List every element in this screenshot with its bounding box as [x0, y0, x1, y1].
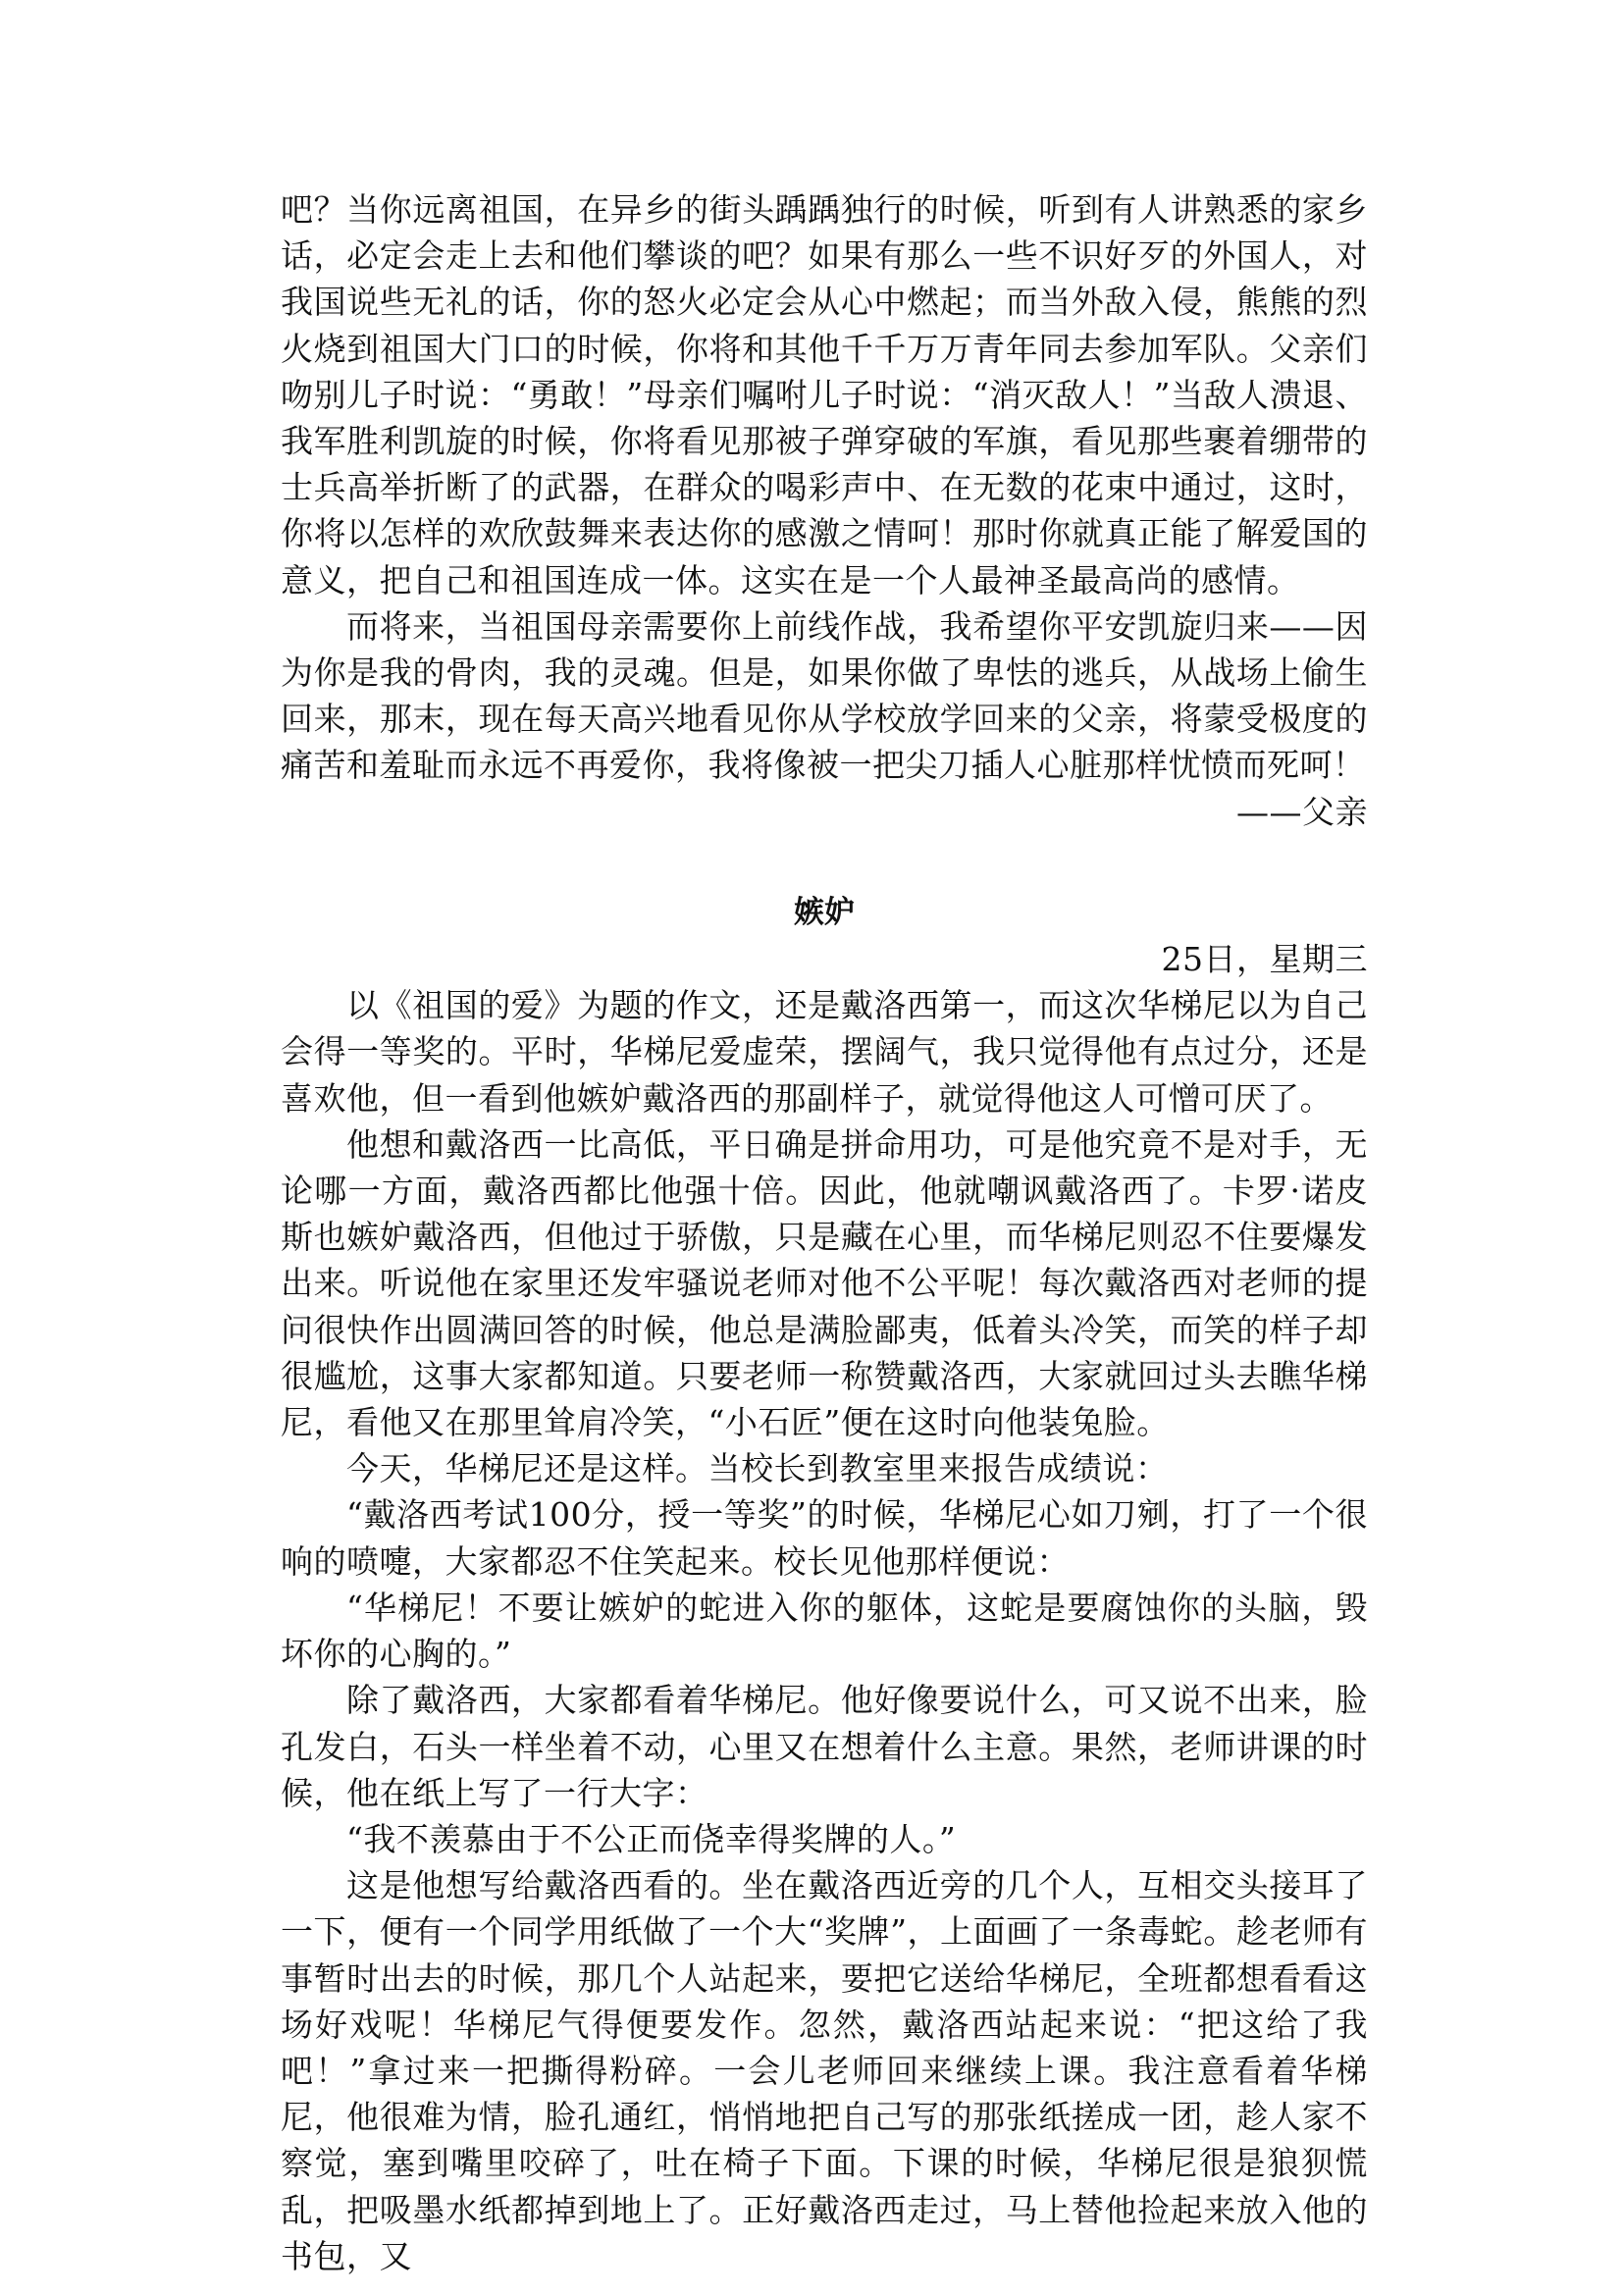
- text-column: [281, 186, 1368, 2279]
- chapter-paragraph: “我不羡慕由于不公正而侥幸得奖牌的人。”: [346, 1819, 957, 1858]
- chapter-paragraph: “华梯尼！不要让嫉妒的蛇进入你的躯体，这蛇是要腐蚀你的头脑，毁坏你的心胸的。”: [281, 1588, 1368, 1674]
- chapter-paragraph: 除了戴洛西，大家都看着华梯尼。他好像要说什么，可又说不出来，脸孔发白，石头一样坐着不动，心里又在想着什么主意。果然，老师讲课的时候，他在纸上写了一行大字：: [281, 1681, 1368, 1812]
- chapter-paragraph: 今天，华梯尼还是这样。当校长到教室里来报告成绩说：: [346, 1449, 1169, 1488]
- letter-signature: ——父亲: [1236, 792, 1368, 831]
- chapter-title: 嫉妒: [794, 894, 855, 930]
- chapter-paragraph: 以《祖国的爱》为题的作文，还是戴洛西第一，而这次华梯尼以为自己会得一等奖的。平时，华梯尼爱虚荣，摆阔气，我只觉得他有点过分，还是喜欢他，但一看到他嫉妒戴洛西的那副样子，就觉得他这人可憎可厌了。: [281, 986, 1368, 1118]
- chapter-paragraph: 这是他想写给戴洛西看的。坐在戴洛西近旁的几个人，互相交头接耳了一下，便有一个同学用纸做了一个大“奖牌”，上面画了一条毒蛇。趁老师有事暂时出去的时候，那几个人站起来，要把它送给华梯尼，全班都想看看这场好戏呢！华梯尼气得便要发作。忽然，戴洛西站起来说：“把这给了我吧！”拿过来一把撕得粉碎。一会儿老师回来继续上课。我注意看着华梯尼，他很难为情，脸孔通红，悄悄地把自己写的那张纸搓成一团，趁人家不察觉，塞到嘴里咬碎了，吐在椅子下面。下课的时候，华梯尼很是狼狈慌乱，把吸墨水纸都掉到地上了。正好戴洛西走过，马上替他捡起来放入他的书包，又: [281, 1866, 1368, 2275]
- chapter-paragraph: “戴洛西考试100分，授一等奖”的时候，华梯尼心如刀剜，打了一个很响的喷嚏，大家都忍不住笑起来。校长见他那样便说：: [281, 1495, 1368, 1581]
- chapter-paragraph: 他想和戴洛西一比高低，平日确是拼命用功，可是他究竟不是对手，无论哪一方面，戴洛西都比他强十倍。因此，他就嘲讽戴洛西了。卡罗·诺皮斯也嫉妒戴洛西，但他过于骄傲，只是藏在心里，而华梯尼则忍不住要爆发出来。听说他在家里还发牢骚说老师对他不公平呢！每次戴洛西对老师的提问很快作出圆满回答的时候，他总是满脸鄙夷，低着头冷笑，而笑的样子却很尴尬，这事大家都知道。只要老师一称赞戴洛西，大家就回过头去瞧华梯尼，看他又在那里耸肩冷笑，“小石匠”便在这时向他装兔脸。: [281, 1124, 1368, 1442]
- chapter-date: 25日，星期三: [1161, 940, 1368, 979]
- letter-paragraph: 吧？当你远离祖国，在异乡的街头踽踽独行的时候，听到有人讲熟悉的家乡话，必定会走上去和他们攀谈的吧？如果有那么一些不识好歹的外国人，对我国说些无礼的话，你的怒火必定会从心中燃起；而当外敌入侵，熊熊的烈火烧到祖国大门口的时候，你将和其他千千万万青年同去参加军队。父亲们吻别儿子时说：“勇敢！”母亲们嘱咐儿子时说：“消灭敌人！”当敌人溃退、我军胜利凯旋的时候，你将看见那被子弹穿破的军旗，看见那些裹着绷带的士兵高举折断了的武器，在群众的喝彩声中、在无数的花束中通过，这时，你将以怎样的欢欣鼓舞来表达你的感激之情呵！那时你就真正能了解爱国的意义，把自己和祖国连成一体。这实在是一个人最神圣最高尚的感情。: [281, 190, 1368, 600]
- letter-paragraph: 而将来，当祖国母亲需要你上前线作战，我希望你平安凯旋归来——因为你是我的骨肉，我的灵魂。但是，如果你做了卑怯的逃兵，从战场上偷生回来，那末，现在每天高兴地看见你从学校放学回来的父亲，将蒙受极度的痛苦和羞耻而永远不再爱你，我将像被一把尖刀插人心脏那样忧愤而死呵！: [281, 606, 1368, 785]
